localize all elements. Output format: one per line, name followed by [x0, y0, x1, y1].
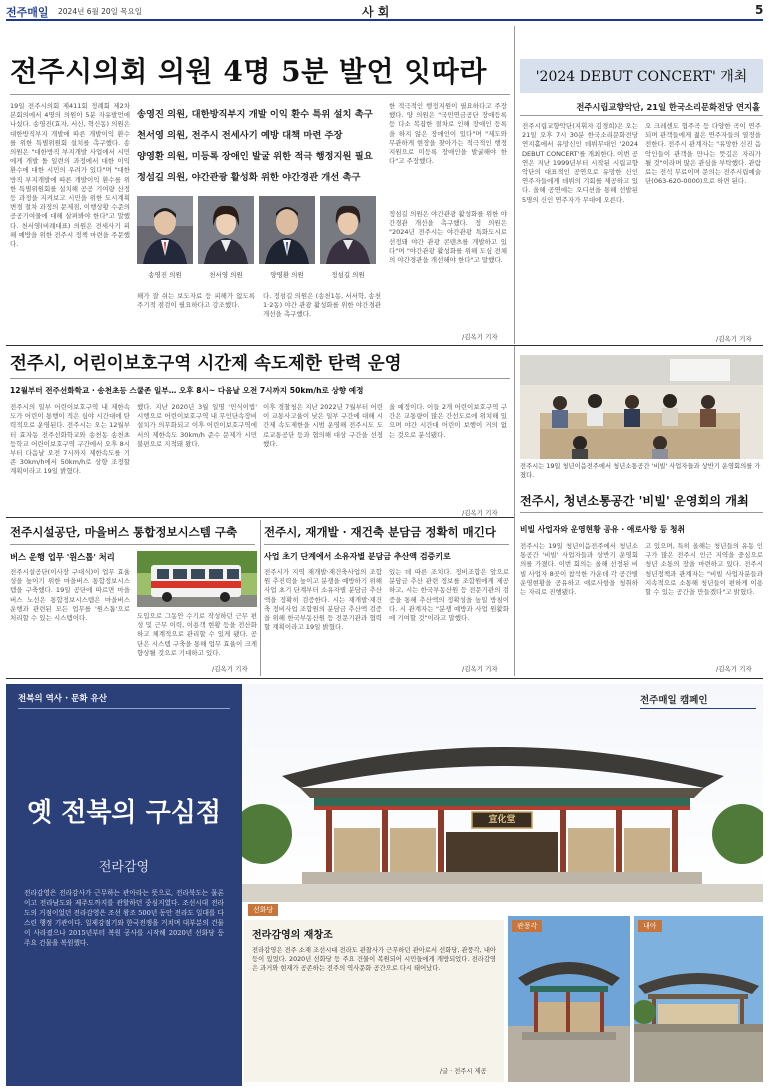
portrait-3-caption: 양영환 의원 [270, 271, 304, 279]
lead-photos [137, 196, 377, 286]
gwanpunggak-image [508, 916, 630, 1082]
portrait-2 [198, 196, 254, 279]
section-name: 사 회 [362, 5, 390, 19]
concert-title-box [520, 59, 763, 93]
school-headline: 전주시, 어린이보호구역 시간제 속도제한 탄력 운영 [10, 354, 402, 374]
school-byline: /김옥기 기자 [462, 509, 498, 517]
redev-col-1: 전주시가 지역 재개발·재건축사업의 조합원 추진력을 높이고 분쟁을 예방하기 위해 사업 초기 단계부터 소유자별 분담금 추산액을 정확히 검증한다. 시는 재개발·재건축 정비사업 조합원의 분담금 추산액 검증을 위해 한국부동산원 등 전문기관과 협력할 계획이라고 19일 밝혔다. [264, 568, 382, 632]
portrait-2-image [198, 196, 254, 264]
lead-subhead-1: 송영진 의원, 대한방직부지 개발 이익 환수 특위 설치 촉구 [137, 109, 373, 120]
promo-main-photo [242, 684, 763, 902]
promo-subtitle: 전라감영 [98, 860, 150, 875]
concert-title: '2024 DEBUT CONCERT' 개최 [535, 69, 748, 85]
concert-col-2: 오 크레센도 협주곡 등 다양한 곡이 연주되며 관객들에게 젊은 연주자들의 열정을 전한다. 전주시 관계자는 "유망한 신진 음악인들이 관객을 만나는 뜻깊은 자리가 될 것"이라며 많은 관심을 부탁했다. 관람료는 전석 무료이며 문의는 전주시립예술단(063-620-0000)으로 하면 된다. [645, 122, 761, 186]
redev-subhead: 사업 초기 단계에서 소유자별 분담금 추산액 검증키로 [264, 552, 451, 561]
lead-subheads [137, 104, 377, 188]
youth-caption: 전주시는 19일 청년이음전주에서 청년소통공간 '비빌' 사업자들과 상반기 운영회의를 가졌다. [520, 463, 761, 479]
paper-name: 전주매일 [6, 6, 49, 19]
bus-subhead: 버스 운행 업무 '원스톱' 처리 [10, 552, 115, 562]
promo-info-box [244, 920, 504, 1082]
gwanpunggak-photo [508, 916, 630, 1082]
naea-image [634, 916, 763, 1082]
youth-meeting-image [520, 355, 763, 459]
school-col-3: 이후 경찰청은 지난 2022년 7월부터 어린이 교통사고율이 낮은 일부 구간에 대해 시간제 속도제한을 시범 운영해 전주시도 도로교통공단 등과 협의해 대상 구간을 선정했다. [263, 403, 383, 448]
concert-subhead: 전주시립교향악단, 21일 한국소리문화전당 연지홀 [576, 102, 760, 112]
portrait-4-image [320, 196, 376, 264]
bus-headline: 전주시설공단, 마을버스 통합정보시스템 구축 [10, 525, 238, 539]
lead-byline: /김옥기 기자 [462, 333, 498, 341]
lead-col-3a: 해가 잘 쉬는 보도자료 등 피해가 없도록 주기적 점검이 필요하다고 강조했다. [137, 292, 255, 310]
lead-subhead-4: 정섬길 의원, 야간관광 활성화 위한 야간경관 개선 촉구 [137, 172, 361, 183]
promo-label: 전북의 역사 · 문화 유산 [18, 694, 107, 704]
youth-subhead: 비빌 사업자와 운영현황 공유 · 애로사항 등 청취 [520, 525, 686, 534]
youth-headline: 전주시, 청년소통공간 '비빌' 운영회의 개최 [520, 494, 749, 508]
portrait-4-caption: 정섬길 의원 [331, 271, 365, 279]
bus-col-2: 도입으로 그동안 수기로 작성하던 근무 편성 및 근무 이력, 이용객 현황 등을 전산화하고 체계적으로 관리할 수 있게 됐다. 공단은 시스템 구축을 통해 업무 효율이 크게 향상될 것으로 기대하고 있다. [137, 612, 257, 657]
lead-col-4: 한 적극적인 행정지원이 필요하다고 주장했다. 양 의원은 "국민연금공단 장애등록 등 다소 복잡한 절차로 인해 장애인 등록을 하지 않은 장애인이 있다"며 "제도와 무관하게 현장을 찾아가는 적극적인 행정지원으로 미등록 장애인을 발굴해야 한다"고 주장했다. [389, 102, 507, 166]
school-col-1: 전주시의 일부 어린이보호구역 내 제한속도가 어린이 통행이 적은 심야 시간대에 탄력적으로 운영된다. 전주시는 오는 12월부터 효자동 전주선화학교와 송천동 송천초등학교 어린이보호구역 구간에서 오후 8시부터 다음날 오전 7시까지 제한속도를 기존 30km/h에서 50km/h로 상향 조정할 계획이라고 19일 밝혔다. [10, 403, 130, 476]
promo-tag-naea: 내아 [638, 920, 662, 932]
concert-byline: /김옥기 기자 [716, 335, 752, 343]
portrait-1 [137, 196, 193, 279]
concert-col-1: 전주시립교향악단(지휘자 김경희)은 오는 21일 오후 7시 30분 한국소리문화전당 연지홀에서 유망신인 데뷔무대인 '2024 DEBUT CONCERT'를 개최한다. 이번 공연은 지난 1999년부터 시작된 시립교향악단의 대표적인 공연으로 유망한 신인 연주자들에게 데뷔의 기회를 제공하고 있다. 올해 공연에는 오디션을 통해 선발된 5명의 신인 연주자가 무대에 오른다. [522, 122, 638, 204]
portrait-1-image [137, 196, 193, 264]
promo-box-text: 전라감영은 전주 소재 조선시대 전라도 관찰사가 근무하던 관아로서 선화당, 관풍각, 내아 등이 있었다. 2020년 선화당 등 주요 건물이 복원되어 시민들에게 개방되었다. 전라감영은 과거와 현재가 공존하는 전주의 역사문화 공간으로 다시 태어났다. [252, 947, 496, 972]
lead-col-4a: 다. 정섬길 의원은 (송천1동, 서서학, 송천1·2동) 야간 관광 활성화를 위한 야간경관 개선을 촉구했다. [263, 292, 381, 319]
promo-box-title: 전라감영의 재창조 [252, 930, 333, 941]
promo-box-byline: /글 · 전주시 제공 [440, 1068, 487, 1075]
bus-photo [137, 551, 257, 607]
school-col-2: 했다. 지난 2020년 3월 일명 '민식이법' 시행으로 어린이보호구역 내 무인단속장비 설치가 의무화되고 이후 어린이보호구역에서의 제한속도 30km/h 준수 문제가 시민 불편으로 지적돼 왔다. [137, 403, 257, 448]
bus-col-1: 전주시설공단(이사장 구대식)이 업무 효율성을 높이기 위한 마을버스 통합정보시스템을 구축했다. 19일 공단에 따르면 마을버스 노선은 통합정보시스템은 마을버스 운행과 관련된 모든 업무를 '원스톱'으로 처리할 수 있는 시스템이다. [10, 568, 130, 623]
promo-title: 옛 전북의 구심점 [27, 798, 221, 828]
bus-byline: /김옥기 기자 [212, 665, 248, 673]
school-subhead: 12월부터 전주선화학교 · 송천초등 스쿨존 일부… 오후 8시~ 다음날 오전 7시까지 50km/h로 상향 예정 [10, 386, 364, 395]
promo-campaign-label: 전주매일 캠페인 [640, 695, 708, 706]
redev-headline: 전주시, 재개발 · 재건축 분담금 정확히 매긴다 [264, 525, 496, 539]
lead-subhead-2: 천서영 의원, 전주시 전세사기 예방 대책 마련 주장 [137, 130, 343, 141]
masthead [6, 3, 763, 19]
portrait-4 [320, 196, 376, 279]
naea-photo [634, 916, 763, 1082]
bus-image [137, 551, 257, 607]
portrait-1-caption: 송영진 의원 [148, 271, 182, 279]
lead-col-4b: 정섬길 의원은 야간관광 활성화를 위한 야간경관 개선을 촉구했다. 정 의원은 "2024년 전주시는 야간관광 특화도시로 선정돼 야간 관광 콘텐츠를 개발하고 있다"며 "야간관광 활성화를 위해 도심 전체의 야간경관을 개선해야 한다"고 말했다. [389, 210, 507, 265]
promo-description: 전라감영은 전라감사가 근무하는 관아라는 뜻으로, 전라북도는 물론이고 전라남도와 제주도까지를 관할하던 중심지였다. 조선시대 전라도의 거점이었던 전라감영은 조선 왕조 500년 동안 전라도 일대를 다스린 행정 기관이다. 일제강점기와 한국전쟁을 거치며 대부분의 건물이 사라졌으나 2015년부터 복원 공사를 시작해 2020년 선화당 등 주요 건물을 복원했다. [24, 889, 224, 947]
redev-col-2: 있는 데 따른 조치다. 정비조합은 앞으로 분담금 추산 관련 정보를 조합원에게 제공하고, 시는 한국부동산원 등 전문기관의 검증을 통해 추산액의 정확성을 높일 방침이다. 시 관계자는 "분쟁 예방과 사업 원활화에 기여할 것"이라고 말했다. [389, 568, 509, 623]
youth-byline: /김옥기 기자 [716, 665, 752, 673]
school-col-4: 올 예정이다. 이들 2개 어린이보호구역 구간은 교통량이 많은 간선도로에 위치해 있으며 야간 시간대 어린이 보행이 거의 없는 것으로 분석됐다. [389, 403, 507, 439]
redev-byline: /김옥기 기자 [462, 665, 498, 673]
promo-section [6, 684, 763, 1086]
issue-date: 2024년 6월 20일 목요일 [58, 7, 143, 16]
promo-left-panel [6, 684, 242, 1086]
portrait-3 [259, 196, 315, 279]
seonhwadang-sign: 宣化堂 [488, 815, 516, 825]
portrait-2-caption: 천서영 의원 [209, 271, 243, 279]
portrait-3-image [259, 196, 315, 264]
youth-meeting-photo [520, 355, 763, 459]
youth-col-1: 전주시는 19일 청년이음전주에서 청년소통공간 '비빌' 사업자들과 상반기 운영회의를 가졌다. 이번 회의는 올해 선정된 비빌 사업자 8곳이 참석한 가운데 각 공간별 운영현황을 공유하고 애로사항을 청취하는 자리로 진행됐다. [520, 542, 638, 597]
promo-tag-gwanpunggak: 관풍각 [512, 920, 542, 932]
promo-tag-seonhwadang: 선화당 [248, 904, 278, 916]
lead-col-1: 19일 전주시의회 제411회 정례회 제2차 본회의에서 4명의 의원이 5분 자유발언에 나섰다. 송영진(효자, 서신, 혁신동) 의원은 대한방직부지 개발에 따른 개발이익 환수를 위한 특별위원회 설치를 촉구했다. 송 의원은 "대한방직 부지개발 사업에서 시민에게 개발 돌 일련의 과정에서 대한 이익 환수에 대한 시민의 우려가 있다"며 "대한방직 부지개발에 따른 개발이익 환수를 위한 특별위원회를 설치해 공공 기여량 산정 등 과정을 지켜보고 시민을 위한 도시계획변경 절차 과정의 문제점, 이행상황 수준의 공공기여물에 대해 살펴봐야 한다"고 말했다. 천서영(비례대표) 의원은 전세사기 피해 예방을 위한 전주시 정책 마련을 주문했다. [10, 102, 130, 249]
lead-headline: 전주시의회 의원 4명 5분 발언 잇따라 [10, 55, 487, 88]
seonhwadang-image [242, 684, 763, 902]
youth-col-2: 고 있으며, 특히 올해는 청년들의 유동 인구가 많은 전주시 인근 지역을 중심으로 청년 소통의 장을 마련하고 있다. 전주시 청년정책과 관계자는 "비빌 사업자분들과 지속적으로 소통해 청년들이 편하게 이용할 수 있는 공간을 만들겠다"고 밝혔다. [645, 542, 763, 597]
page-number: 5 [755, 3, 764, 17]
lead-subhead-3: 양영환 의원, 미등록 장애인 발굴 위한 적극 행정지원 필요 [137, 151, 373, 162]
